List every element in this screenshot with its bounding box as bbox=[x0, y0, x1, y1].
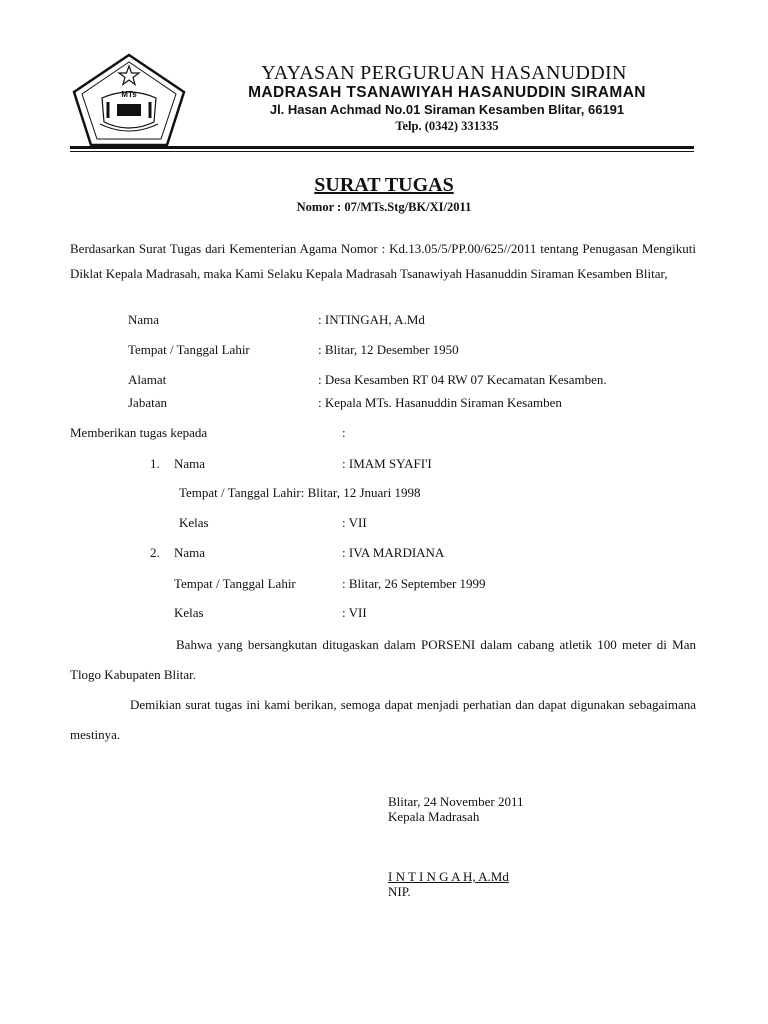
school-logo bbox=[70, 52, 188, 148]
signature-place-date: Blitar, 24 November 2011 bbox=[388, 794, 524, 809]
student-1-number: 1. bbox=[150, 456, 160, 471]
student-2-number: 2. bbox=[150, 545, 160, 560]
signature-position: Kepala Madrasah bbox=[388, 809, 480, 824]
school-name: MADRASAH TSANAWIYAH HASANUDDIN SIRAMAN bbox=[248, 84, 646, 101]
student-1-class-label: Kelas bbox=[179, 515, 209, 530]
signature-nip: NIP. bbox=[388, 884, 411, 899]
intro-paragraph: Berdasarkan Surat Tugas dari Kementerian Agama Nomor : Kd.13.05/5/PP.00/625//2011 tentang Penugasan Mengikuti Diklat Kepala Madrasah, maka Kami Selaku Kepala Madrasah Tsanawiyah Hasanuddin Siraman Kesamben Blitar, bbox=[70, 241, 696, 281]
issuer-address-label: Alamat bbox=[128, 372, 167, 387]
student-2-class-value: : VII bbox=[342, 605, 367, 620]
foundation-name: YAYASAN PERGURUAN HASANUDDIN bbox=[261, 62, 627, 84]
school-phone: Telp. (0342) 331335 bbox=[395, 119, 499, 133]
issuer-birth-value: : Blitar, 12 Desember 1950 bbox=[318, 342, 459, 357]
assignment-colon: : bbox=[342, 425, 346, 440]
student-1-name-label: Nama bbox=[174, 456, 206, 471]
letter-title: SURAT TUGAS bbox=[314, 174, 454, 196]
student-1-name-value: : IMAM SYAFI'I bbox=[342, 456, 432, 471]
student-2-name-value: : IVA MARDIANA bbox=[342, 545, 445, 560]
student-1-birth: Tempat / Tanggal Lahir: Blitar, 12 Jnuari 1998 bbox=[179, 485, 421, 500]
school-address: Jl. Hasan Achmad No.01 Siraman Kesamben Blitar, 66191 bbox=[269, 102, 625, 117]
header-rule-thin bbox=[70, 151, 694, 152]
svg-text:MTs: MTs bbox=[121, 90, 137, 99]
student-2-birth-label: Tempat / Tanggal Lahir bbox=[174, 576, 296, 591]
student-2-name-label: Nama bbox=[174, 545, 206, 560]
assignment-label: Memberikan tugas kepada bbox=[70, 425, 208, 440]
issuer-address-value: : Desa Kesamben RT 04 RW 07 Kecamatan Kesamben. bbox=[318, 372, 607, 387]
student-1-class-value: : VII bbox=[342, 515, 367, 530]
letter-number: Nomor : 07/MTs.Stg/BK/XI/2011 bbox=[296, 200, 472, 214]
issuer-position-label: Jabatan bbox=[128, 395, 167, 410]
student-2-birth-value: : Blitar, 26 September 1999 bbox=[342, 576, 486, 591]
header-rule-thick bbox=[70, 146, 694, 149]
issuer-name-value: : INTINGAH, A.Md bbox=[318, 312, 425, 327]
closing-paragraph: Demikian surat tugas ini kami berikan, semoga dapat menjadi perhatian dan dapat digunakan sebagaimana mestinya. bbox=[70, 697, 696, 742]
assignment-paragraph: Bahwa yang bersangkutan ditugaskan dalam PORSENI dalam cabang atletik 100 meter di Man Tlogo Kabupaten Blitar. bbox=[70, 637, 696, 682]
issuer-position-value: : Kepala MTs. Hasanuddin Siraman Kesamben bbox=[318, 395, 562, 410]
student-2-class-label: Kelas bbox=[174, 605, 204, 620]
issuer-name-label: Nama bbox=[128, 312, 160, 327]
issuer-birth-label: Tempat / Tanggal Lahir bbox=[128, 342, 250, 357]
signature-name: I N T I N G A H, A.Md bbox=[388, 869, 509, 884]
